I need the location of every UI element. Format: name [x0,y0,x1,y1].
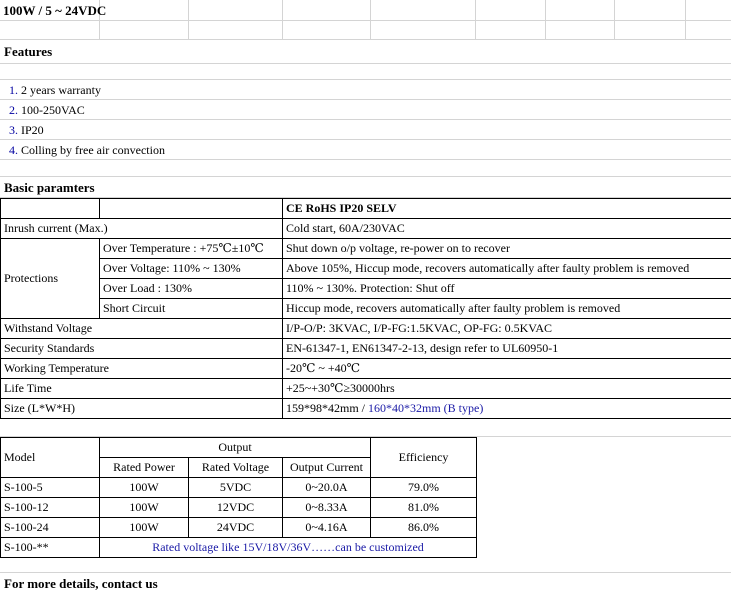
grid-line [614,0,615,40]
feature-number: 2. [9,103,18,117]
cert-header: CE RoHS IP20 SELV [283,199,731,219]
grid-row [0,40,731,64]
model-cell: S-100-24 [1,518,100,538]
model-cell: S-100-** [1,538,100,558]
efficiency-cell: 86.0% [371,518,477,538]
output-header: Output [100,438,371,458]
model-cell: S-100-5 [1,478,100,498]
current-cell: 0~4.16A [283,518,371,538]
table-row [1,478,477,498]
feature-number: 3. [9,123,18,137]
table-cell [100,199,283,219]
current-cell: 0~20.0A [283,478,371,498]
protection-value: Hiccup mode, recovers automatically after faulty problem is removed [283,299,731,319]
power-cell: 100W [100,478,189,498]
model-table [0,437,477,558]
voltage-cell: 12VDC [189,498,283,518]
current-cell: 0~8.33A [283,498,371,518]
grid-row [0,80,731,100]
feature-item [9,143,165,158]
feature-number: 4. [9,143,18,157]
row-value: EN-61347-1, EN61347-2-13, design refer to UL60950-1 [283,339,731,359]
table-row [1,359,731,379]
grid-row [0,120,731,140]
basic-params-table [0,198,731,419]
basic-params-heading: Basic paramters [4,180,95,195]
rated-power-header: Rated Power [100,458,189,478]
table-row [1,319,731,339]
table-row [1,339,731,359]
table-row [1,538,477,558]
table-row [1,498,477,518]
protection-value: Above 105%, Hiccup mode, recovers automatically after faulty problem is removed [283,259,731,279]
grid-row [0,556,731,573]
protection-label: Short Circuit [100,299,283,319]
table-row [1,239,731,259]
feature-item [9,83,101,98]
grid-line [475,0,476,40]
output-current-header: Output Current [283,458,371,478]
grid-line [370,0,371,40]
table-row [1,438,477,458]
grid-row [0,64,731,80]
protection-value: 110% ~ 130%. Protection: Shut off [283,279,731,299]
features-heading: Features [4,44,53,59]
efficiency-cell: 79.0% [371,478,477,498]
row-label: Withstand Voltage [1,319,283,339]
grid-row [0,160,731,177]
power-cell: 100W [100,498,189,518]
table-row [1,199,731,219]
feature-text: IP20 [21,123,44,137]
row-label: Size (L*W*H) [1,399,283,419]
row-value: -20℃ ~ +40℃ [283,359,731,379]
voltage-cell: 24VDC [189,518,283,538]
row-value: I/P-O/P: 3KVAC, I/P-FG:1.5KVAC, OP-FG: 0.5KVAC [283,319,731,339]
grid-line [282,0,283,40]
grid-row [0,417,731,437]
feature-text: 100-250VAC [21,103,85,117]
size-value-b-type: 160*40*32mm (B type) [368,401,484,415]
grid-row [0,177,731,198]
grid-line [188,0,189,40]
table-row [1,379,731,399]
protection-value: Shut down o/p voltage, re-power on to recover [283,239,731,259]
efficiency-header: Efficiency [371,438,477,478]
feature-text: Colling by free air convection [21,143,165,157]
model-header: Model [1,438,100,478]
table-row [1,299,731,319]
power-cell: 100W [100,518,189,538]
size-value: 159*98*42mm / [286,401,369,415]
grid-line [545,0,546,40]
grid-row [0,0,731,21]
row-value [283,399,731,419]
model-cell: S-100-12 [1,498,100,518]
grid-line [685,0,686,40]
grid-row [0,100,731,120]
row-label: Working Temperature [1,359,283,379]
row-label: Security Standards [1,339,283,359]
protection-label: Over Load : 130% [100,279,283,299]
efficiency-cell: 81.0% [371,498,477,518]
grid-row [0,21,731,40]
custom-note: Rated voltage like 15V/18V/36V……can be customized [100,538,477,558]
feature-number: 1. [9,83,18,97]
table-row [1,259,731,279]
feature-item [9,123,44,138]
row-value: +25~+30℃≥30000hrs [283,379,731,399]
table-cell [1,199,100,219]
page-title: 100W / 5 ~ 24VDC [3,3,107,18]
row-label: Inrush current (Max.) [1,219,283,239]
rated-voltage-header: Rated Voltage [189,458,283,478]
protections-label: Protections [1,239,100,319]
protection-label: Over Voltage: 110% ~ 130% [100,259,283,279]
table-row [1,518,477,538]
table-row [1,279,731,299]
feature-item [9,103,85,118]
table-row [1,219,731,239]
row-label: Life Time [1,379,283,399]
protection-label: Over Temperature : +75℃±10℃ [100,239,283,259]
table-row [1,399,731,419]
contact-heading: For more details, contact us [4,576,158,591]
row-value: Cold start, 60A/230VAC [283,219,731,239]
feature-text: 2 years warranty [21,83,101,97]
voltage-cell: 5VDC [189,478,283,498]
